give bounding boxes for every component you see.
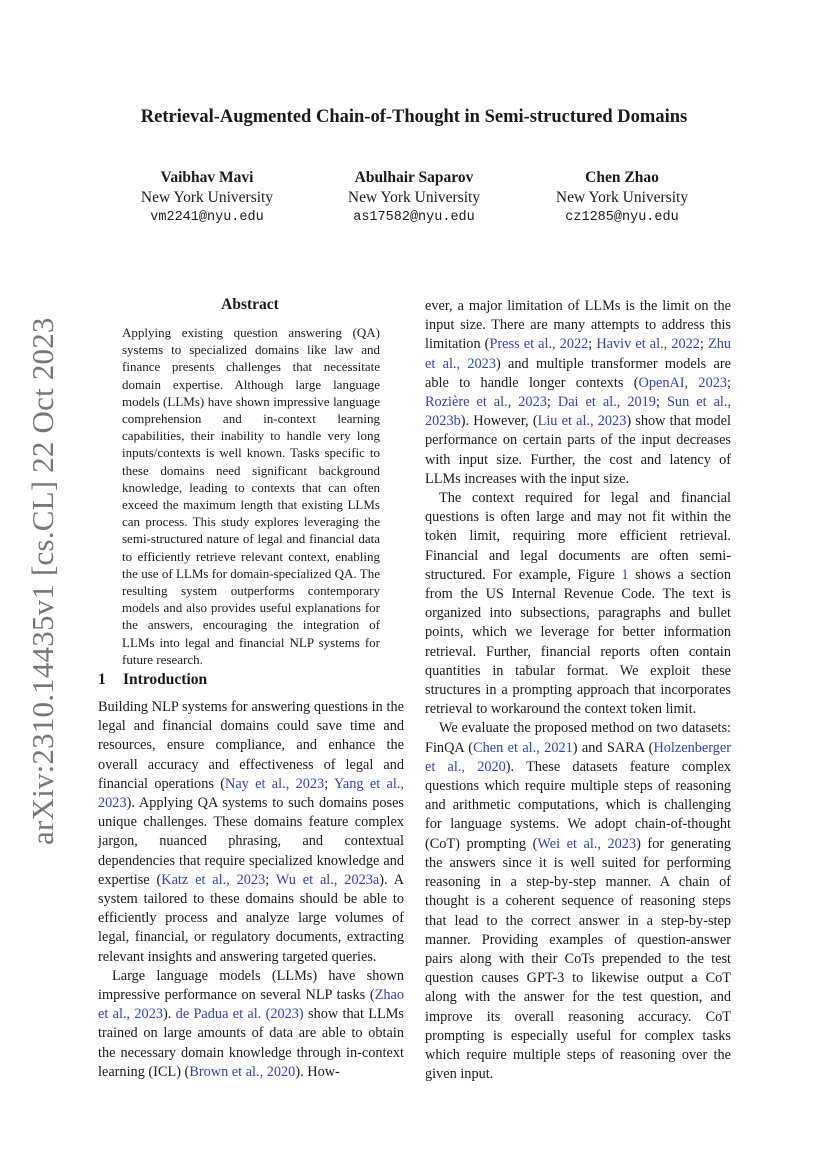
author-email[interactable]: vm2241@nyu.edu	[150, 210, 264, 225]
citation-link[interactable]: Zhao et al., 2023	[98, 987, 404, 1023]
text-run: ) for generating the answers since it is well suited for performing reasoning in a step-by-step manner. A chain of thought is a coherent sequence of reasoning steps that lead to the correct answer in a step-by-step manner. Providing examples of question-answer pairs along with their CoTs prepended to the test question causes GPT-3 to likewise output a CoT along with the answer for the test question, and improve its overall reasoning accuracy. CoT prompting is especially useful for complex tasks which require multiple steps of reasoning over the given input.	[425, 835, 731, 1083]
text-run: shows a section from the US Internal Revenue Code. The text is organized into subsections, paragraphs and bullet points, which we leverage for better information retrieval. Further, financial reports often contain quantities in tabular format. We exploit these structures in a prompting approach that incorporates retrieval to workaround the context token limit.	[425, 566, 731, 718]
text-run: ) show that model performance on certain parts of the input decreases with input size. Further, the cost and latency of LLMs increases with the input size.	[425, 413, 731, 487]
citation-link[interactable]: Chen et al., 2021	[473, 739, 573, 756]
author-email[interactable]: as17582@nyu.edu	[353, 210, 475, 225]
text-run: ;	[588, 336, 597, 353]
text-run: Building NLP systems for answering questions in the legal and financial domains could save time and resources, ensure compliance, and enhance the overall accuracy and effectiveness of legal and financial operations (	[98, 699, 404, 792]
citation-link[interactable]: Sun et al., 2023b	[425, 394, 732, 430]
citation-link[interactable]: OpenAI, 2023	[638, 374, 728, 391]
text-run: ;	[727, 374, 732, 391]
text-run: show that LLMs trained on large amounts of data are able to obtain the necessary domain knowledge through in-context learning (ICL) (	[98, 1006, 404, 1080]
text-run: ). Applying QA systems to such domains poses unique challenges. These domains feature complex jargon, nuanced phrasing, and contextual dependencies that require specialized knowledge and expertise (	[98, 795, 404, 888]
citation-link[interactable]: Zhu et al., 2023	[425, 336, 732, 372]
text-run: ). How-	[295, 1063, 340, 1080]
citation-link[interactable]: Wei et al., 2023	[537, 835, 637, 852]
citation-link[interactable]: Yang et al., 2023	[98, 775, 404, 812]
text-run: We evaluate the proposed method on two datasets: FinQA (	[425, 720, 731, 756]
author-1	[87, 168, 327, 228]
text-run: ;	[699, 336, 708, 353]
text-run: ). These datasets feature complex questions which require multiple steps of reasoning and arithmetic computations, which is challenging for language systems. We adopt chain-of-thought (CoT) prompting (	[425, 758, 731, 852]
author-3	[502, 168, 742, 228]
text-run: ;	[546, 394, 558, 411]
text-run: ).	[163, 1006, 176, 1023]
paragraph	[98, 967, 404, 1082]
text-run: ;	[265, 871, 276, 888]
text-run: ) and multiple transformer models are able to handle longer contexts (	[425, 355, 731, 391]
citation-link[interactable]: de Padua et al. (2023)	[175, 1006, 304, 1023]
citation-link[interactable]: Brown et al., 2020	[189, 1063, 296, 1080]
text-run: The context required for legal and financial questions is often large and may not fit within the token limit, requiring more efficient retrieval. Financial and legal documents are often semi-structured. For example, Figure	[425, 490, 731, 583]
paragraph	[98, 698, 404, 967]
author-email[interactable]: cz1285@nyu.edu	[565, 210, 679, 225]
citation-link[interactable]: Katz et al., 2023	[161, 871, 266, 888]
text-run: ). However, (	[460, 413, 538, 430]
author-2	[294, 168, 534, 228]
arxiv-stamp: arXiv:2310.14435v1 [cs.CL] 22 Oct 2023	[25, 317, 60, 845]
citation-link[interactable]: Wu et al., 2023a	[275, 871, 380, 888]
author-name: Chen Zhao	[585, 169, 659, 186]
citation-link[interactable]: 1	[621, 566, 629, 583]
section-heading	[98, 671, 207, 689]
text-run: Large language models (LLMs) have shown impressive performance on several NLP tasks (	[98, 967, 404, 1004]
paragraph	[425, 489, 731, 719]
citation-link[interactable]: Holzenberger et al., 2020	[425, 739, 731, 775]
author-affiliation: New York University	[347, 189, 481, 206]
citation-link[interactable]: Rozière et al., 2023	[425, 394, 547, 411]
text-run: ;	[655, 394, 667, 411]
left-column	[98, 698, 404, 1082]
text-run: ). A system tailored to these domains should be able to efficiently process and analyze large volumes of legal, financial, or regulatory documents, extracting relevant insights and answering targeted queries.	[98, 871, 404, 965]
author-affiliation: New York University	[140, 189, 274, 206]
right-column	[425, 297, 731, 1084]
citation-link[interactable]: Dai et al., 2019	[557, 394, 656, 411]
citation-link[interactable]: Nay et al., 2023	[225, 775, 325, 792]
abstract-text: Applying existing question answering (QA) systems to specialized domains like law and finance presents challenges that necessitate domain expertise. Although large language models (LLMs) have shown impressive language comprehension and in-context learning capabilities, their inability to handle very long inputs/contexts is well known. Tasks specific to these domains need significant background knowledge, leading to contexts that can often exceed the maximum length that existing LLMs can process. This study explores leveraging the semi-structured nature of legal and financial data to efficiently retrieve relevant context, enabling the use of LLMs for domain-specialized QA. The resulting system outperforms contemporary models and also provides useful explanations for the answers, encouraging the integration of LLMs into legal and financial NLP systems for future research.	[122, 325, 380, 667]
author-name: Abulhair Saparov	[354, 169, 474, 186]
author-name: Vaibhav Mavi	[160, 169, 254, 186]
paper-title: Retrieval-Augmented Chain-of-Thought in Semi-structured Domains	[140, 107, 688, 127]
abstract-heading: Abstract	[221, 296, 279, 313]
text-run: ;	[324, 775, 334, 792]
paragraph	[425, 719, 731, 1084]
text-run: ) and SARA (	[572, 739, 654, 756]
author-affiliation: New York University	[555, 189, 689, 206]
paragraph	[425, 297, 731, 489]
citation-link[interactable]: Liu et al., 2023	[537, 413, 627, 430]
section-title: Introduction	[123, 671, 208, 688]
citation-link[interactable]: Press et al., 2022	[489, 336, 589, 353]
citation-link[interactable]: Haviv et al., 2022	[596, 336, 700, 353]
text-run: ever, a major limitation of LLMs is the limit on the input size. There are many attempts to address this limitation (	[425, 298, 731, 353]
section-number: 1	[98, 671, 106, 688]
